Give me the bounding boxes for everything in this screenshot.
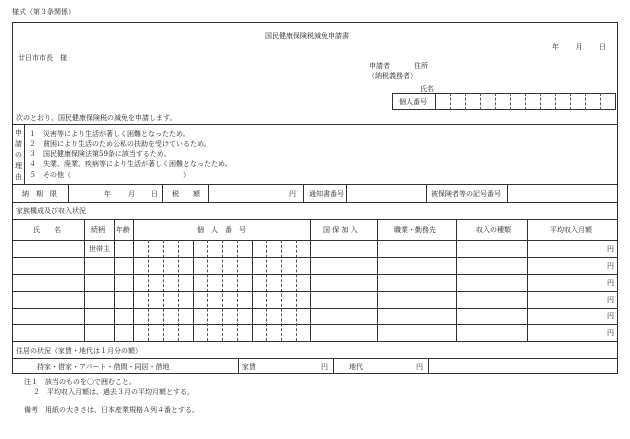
name-label: 氏名 — [420, 85, 434, 93]
date-line — [552, 44, 606, 51]
due-date-label: 納 期 限 — [22, 190, 57, 198]
col-monthly-income: 平均収入月額 — [550, 226, 592, 234]
household-title: 家族構成及び収入状況 — [16, 207, 86, 215]
reason-item[interactable]: １ 災害等により生活が著しく困難となったため。 — [29, 130, 190, 138]
day-unit: 日 — [598, 43, 606, 51]
reason-item[interactable]: ５ その他（ ） — [29, 171, 190, 179]
table-row-yen: 円 — [607, 245, 614, 253]
tax-amount-label: 税 額 — [172, 190, 200, 198]
table-row-relation: 世帯主 — [89, 245, 110, 253]
note-2: ２ 平均収入月額は、過去３月の平均月額とする。 — [33, 388, 194, 396]
taxpayer-label: （納税義務者） — [368, 72, 417, 80]
table-row-yen: 円 — [607, 262, 614, 270]
reason-item[interactable]: ２ 貧困により生活のため公私の扶助を受けているため。 — [29, 140, 211, 148]
rent-label: 家賃 — [242, 363, 256, 371]
notice-number-label: 通知書番号 — [309, 190, 344, 198]
col-age: 年齢 — [116, 226, 130, 234]
note-1: 注１ 該当のものを〇で囲むこと。 — [24, 378, 136, 386]
col-personal-number: 個 人 番 号 — [197, 226, 246, 234]
personal-number-label: 個人番号 — [399, 98, 427, 106]
reason-item[interactable]: ４ 失業、廃業、疾病等により生活が著しく困難となったため。 — [29, 160, 232, 168]
applicant-label: 申請者 — [369, 62, 390, 70]
month-unit: 月 — [575, 43, 583, 51]
address-label: 住所 — [414, 62, 428, 70]
table-row-yen: 円 — [607, 312, 614, 320]
table-row-yen: 円 — [607, 279, 614, 287]
addressee: 廿日市市長 様 — [18, 54, 67, 62]
land-rent-label: 地代 — [349, 363, 363, 371]
col-occupation: 職業・勤務先 — [394, 226, 436, 234]
insured-number-label: 被保険者等の記号番号 — [431, 190, 501, 198]
residence-title: 住居の状況（家賃・地代は１月分の額） — [16, 347, 142, 355]
form-label: 様式（第３条関係） — [12, 8, 75, 16]
col-insurance: 国 保 加 入 — [323, 226, 358, 234]
table-row-yen: 円 — [607, 329, 614, 337]
reason-item[interactable]: ３ 国民健康保険法第59条に該当するため。 — [29, 150, 171, 158]
remark: 備考 用紙の大きさは、日本産業規格Ａ列４番とする。 — [24, 406, 199, 414]
form-title: 国民健康保険税減免申請書 — [265, 32, 349, 40]
col-relation: 続柄 — [91, 226, 105, 234]
reason-heading: 申 請 の 理 由 — [15, 129, 22, 181]
year-unit: 年 — [552, 43, 559, 51]
col-income-type: 収入の種類 — [476, 226, 511, 234]
residence-types[interactable]: 持家・借家・アパート・借間・同居・借地 — [37, 363, 170, 371]
intro-text: 次のとおり、国民健康保険税の減免を申請します。 — [16, 114, 177, 122]
table-row-yen: 円 — [607, 296, 614, 304]
col-name: 氏 名 — [33, 226, 61, 234]
